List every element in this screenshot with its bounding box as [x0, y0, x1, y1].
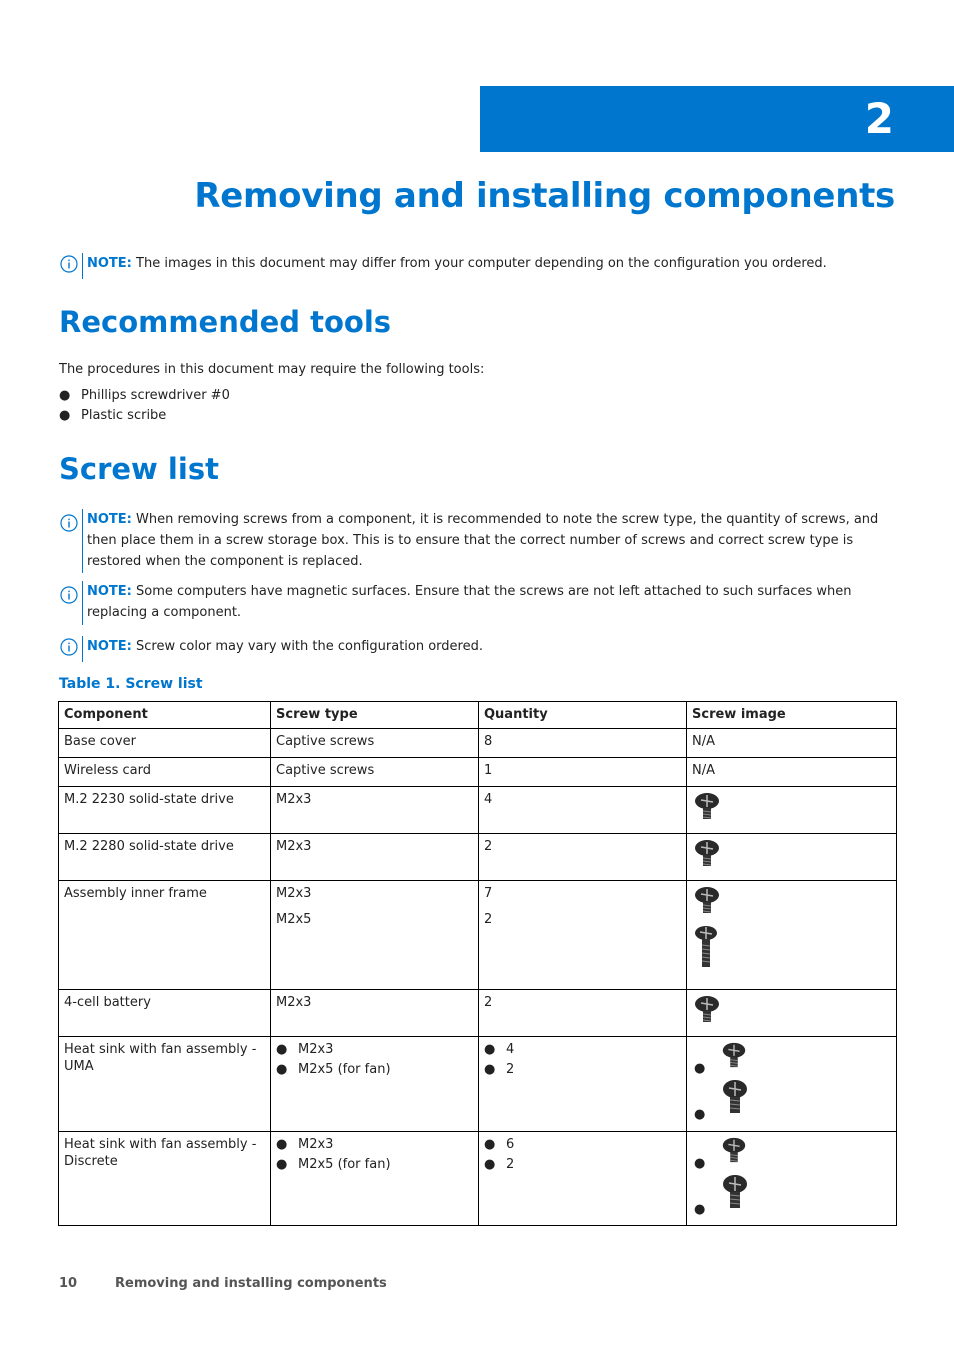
list-item: ● 6: [484, 1137, 515, 1152]
table-row: [59, 729, 897, 758]
screw-m2x5-fan-icon: [720, 1079, 750, 1115]
screw-list-heading: Screw list: [59, 452, 219, 486]
screw-image-cell: [687, 990, 897, 1037]
table-row: [59, 787, 897, 834]
screw-image-cell: [687, 881, 897, 990]
screw-image-cell: [687, 1037, 897, 1132]
screw-list-table: [58, 701, 897, 1226]
page-footer: [59, 1276, 387, 1291]
screw-type-cell: M2x3: [271, 787, 479, 834]
list-item: ●: [692, 1079, 891, 1125]
note-bar: [82, 253, 83, 279]
component-cell: Heat sink with fan assembly - Discrete: [59, 1132, 271, 1226]
table-row: [59, 881, 897, 990]
note-bar: [82, 636, 83, 662]
list-item: ● M2x3: [276, 1042, 334, 1057]
screw-m2x3-icon: [720, 1136, 748, 1164]
column-header: Quantity: [479, 702, 687, 729]
component-cell: Heat sink with fan assembly - UMA: [59, 1037, 271, 1132]
screw-image-cell: N/A: [687, 758, 897, 787]
note-label: NOTE:: [87, 512, 132, 527]
screw-m2x3-icon: [692, 885, 722, 915]
quantity-cell: 2: [479, 834, 687, 881]
note-label: NOTE:: [87, 584, 132, 599]
component-cell: M.2 2230 solid-state drive: [59, 787, 271, 834]
table-row: [59, 758, 897, 787]
table-row: [59, 1132, 897, 1226]
note-text: When removing screws from a component, it is recommended to note the screw type, the quantity of screws, and then place them in a screw storage box. This is to ensure that the correct number of screws and correct screw type is restored when the component is replaced.: [87, 512, 879, 569]
component-cell: Assembly inner frame: [59, 881, 271, 990]
component-cell: Wireless card: [59, 758, 271, 787]
screw-m2x5-fan-icon: [720, 1174, 750, 1210]
screw-type-cell: [271, 1037, 479, 1132]
quantity-cell: 1: [479, 758, 687, 787]
screw-type-cell: [271, 881, 479, 990]
info-icon: [60, 514, 78, 532]
quantity-cell: 2: [479, 990, 687, 1037]
list-item: ● M2x5 (for fan): [276, 1157, 391, 1172]
screw-type-cell: Captive screws: [271, 729, 479, 758]
note-label: NOTE:: [87, 639, 132, 654]
note-text: Screw color may vary with the configuration ordered.: [136, 639, 483, 654]
screw-type-cell: M2x3: [271, 990, 479, 1037]
info-icon: [60, 255, 78, 273]
list-item: ● Plastic scribe: [59, 408, 167, 423]
chapter-number: 2: [864, 94, 894, 143]
quantity-cell: 4: [479, 787, 687, 834]
screw-type-entry: M2x5: [276, 912, 312, 927]
list-item: ● M2x5 (for fan): [276, 1062, 391, 1077]
info-icon: [60, 586, 78, 604]
screw-m2x3-icon: [720, 1041, 748, 1069]
screw-m2x3-icon: [692, 791, 722, 821]
screw-image-cell: [687, 834, 897, 881]
list-item: ●: [692, 1041, 891, 1079]
list-item: ●: [692, 1136, 891, 1174]
table-row: [59, 990, 897, 1037]
table-row: [59, 1037, 897, 1132]
note-label: NOTE:: [87, 256, 132, 271]
list-item: ●: [692, 1174, 891, 1220]
component-cell: Base cover: [59, 729, 271, 758]
screw-type-cell: M2x3: [271, 834, 479, 881]
footer-section-title: Removing and installing components: [115, 1276, 387, 1291]
column-header: Component: [59, 702, 271, 729]
quantity-cell: [479, 1037, 687, 1132]
screw-type-cell: [271, 1132, 479, 1226]
column-header: Screw type: [271, 702, 479, 729]
screw-image-cell: [687, 1132, 897, 1226]
screw-type-cell: Captive screws: [271, 758, 479, 787]
list-item: ● Phillips screwdriver #0: [59, 388, 230, 403]
quantity-entry: 2: [484, 912, 493, 927]
screw-m2x5-icon: [692, 925, 722, 969]
screw-m2x3-icon: [692, 838, 722, 868]
table-header-row: [59, 702, 897, 729]
table-caption: Table 1. Screw list: [59, 676, 203, 692]
recommended-tools-heading: Recommended tools: [59, 305, 392, 339]
note-text: The images in this document may differ from your computer depending on the configuration you ordered.: [136, 256, 827, 271]
list-item: ● 4: [484, 1042, 515, 1057]
component-cell: 4-cell battery: [59, 990, 271, 1037]
component-cell: M.2 2280 solid-state drive: [59, 834, 271, 881]
info-icon: [60, 638, 78, 656]
list-item: ● M2x3: [276, 1137, 334, 1152]
note-bar: [82, 509, 83, 573]
chapter-number-band: [480, 86, 954, 152]
tools-intro: The procedures in this document may require the following tools:: [59, 362, 485, 377]
screw-m2x3-icon: [692, 994, 722, 1024]
quantity-cell: [479, 881, 687, 990]
list-item: ● 2: [484, 1062, 515, 1077]
quantity-entry: 7: [484, 886, 493, 901]
column-header: Screw image: [687, 702, 897, 729]
chapter-title: Removing and installing components: [194, 176, 895, 216]
note-text: Some computers have magnetic surfaces. Ensure that the screws are not left attached to such surfaces when replacing a component.: [87, 584, 852, 620]
table-row: [59, 834, 897, 881]
screw-type-entry: M2x3: [276, 886, 312, 901]
list-item: ● 2: [484, 1157, 515, 1172]
quantity-cell: [479, 1132, 687, 1226]
note-bar: [82, 581, 83, 625]
page-number: 10: [59, 1276, 78, 1291]
screw-image-cell: N/A: [687, 729, 897, 758]
screw-image-cell: [687, 787, 897, 834]
quantity-cell: 8: [479, 729, 687, 758]
